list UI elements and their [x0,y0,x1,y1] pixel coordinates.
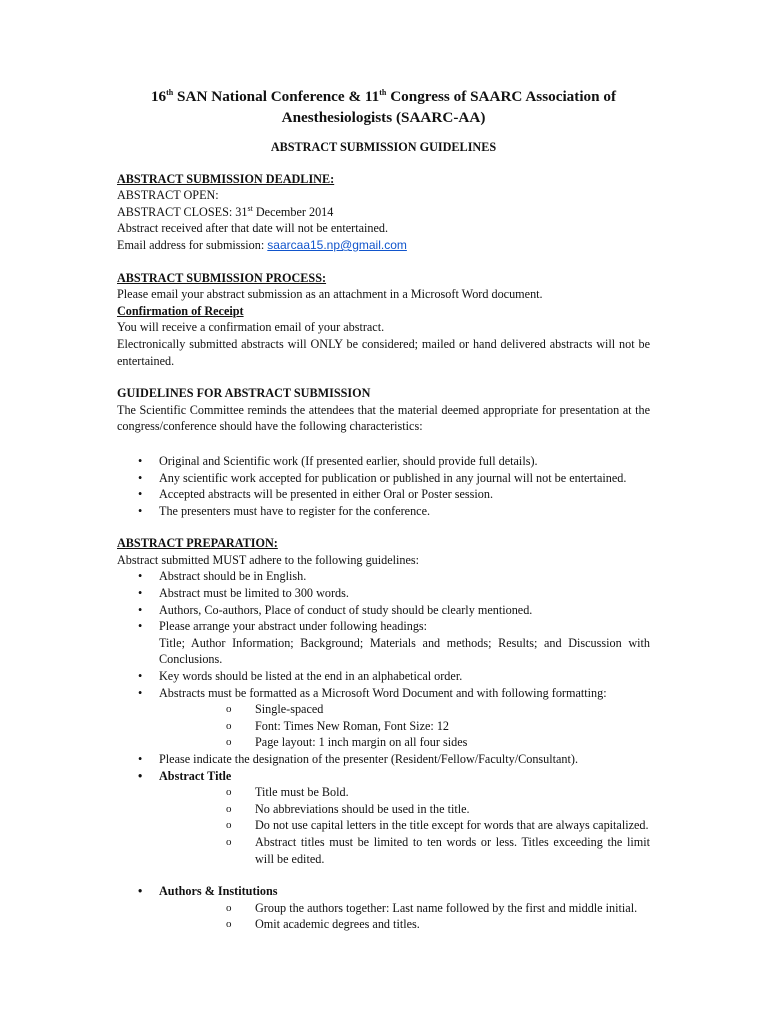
sub-list-item: o Single-spaced [117,701,650,718]
document-title: 16th SAN National Conference & 11th Congress of SAARC Association of Anesthesiologists (SAARC-AA) [150,87,617,126]
process-line-3: Electronically submitted abstracts will ONLY be considered; mailed or hand delivered abstracts will not be entertained. [117,336,650,368]
sub-list-item: o Title must be Bold. [117,784,650,801]
sub-list-item: o No abbreviations should be used in the title. [117,801,650,818]
sub-list-item: o Group the authors together: Last name followed by the first and middle initial. [117,900,650,917]
abstract-closes: ABSTRACT CLOSES: 31st December 2014 [117,203,334,219]
list-item: • The presenters must have to register for the conference. [117,503,650,520]
process-section [117,270,650,370]
email-line: Email address for submission: saarcaa15.np@gmail.com [117,237,407,252]
document-page [117,86,650,933]
sub-list-item: o Font: Times New Roman, Font Size: 12 [117,718,650,735]
headings-detail: Title; Author Information; Background; Materials and methods; Results; and Discussion with Conclusions. [159,635,650,667]
authors-heading: • Authors & Institutions [117,883,650,900]
sub-list-item: o Abstract titles must be limited to ten words or less. Titles exceeding the limit will be edited. [117,834,650,867]
guidelines-section [117,385,650,519]
guidelines-heading: GUIDELINES FOR ABSTRACT SUBMISSION [117,386,371,401]
authors-rules-list [117,900,650,933]
title-rules-list [117,784,650,867]
submission-email-link[interactable]: saarcaa15.np@gmail.com [267,237,407,252]
list-item: • Abstracts must be formatted as a Microsoft Word Document and with following formatting: [117,685,650,702]
format-list [117,701,650,751]
sub-list-item: o Omit academic degrees and titles. [117,916,650,933]
deadline-heading: ABSTRACT SUBMISSION DEADLINE: [117,171,335,186]
list-item: • Please arrange your abstract under following headings: Title; Author Information; Background; Materials and methods; Results; and Discussion with Conclusions. [117,618,650,668]
list-item: • Any scientific work accepted for publication or published in any journal will not be entertained. [117,470,650,487]
preparation-heading: ABSTRACT PREPARATION: [117,536,278,551]
process-line-2: You will receive a confirmation email of your abstract. [117,320,385,335]
process-line-1: Please email your abstract submission as an attachment in a Microsoft Word document. [117,287,543,302]
process-heading: ABSTRACT SUBMISSION PROCESS: [117,270,327,285]
list-item: • Accepted abstracts will be presented in either Oral or Poster session. [117,486,650,503]
guidelines-list [117,453,650,519]
abstract-open: ABSTRACT OPEN: [117,188,219,203]
receipt-heading: Confirmation of Receipt [117,303,244,318]
sub-list-item: o Do not use capital letters in the title except for words that are always capitalized. [117,817,650,834]
preparation-section [117,535,650,933]
list-item: • Authors, Co-authors, Place of conduct of study should be clearly mentioned. [117,602,650,619]
list-item: • Abstract should be in English. [117,568,650,585]
preparation-intro: Abstract submitted MUST adhere to the following guidelines: [117,552,420,567]
list-item: • Abstract must be limited to 300 words. [117,585,650,602]
document-subtitle: ABSTRACT SUBMISSION GUIDELINES [270,140,497,154]
list-item: • Original and Scientific work (If presented earlier, should provide full details). [117,453,650,470]
sub-list-item: o Page layout: 1 inch margin on all four sides [117,734,650,751]
abstract-title-heading: • Abstract Title [117,768,650,785]
list-item: • Please indicate the designation of the presenter (Resident/Fellow/Faculty/Consultant). [117,751,650,768]
guidelines-intro: The Scientific Committee reminds the attendees that the material deemed appropriate for presentation at the congress/conference should have the following characteristics: [117,402,650,434]
list-item: • Key words should be listed at the end in an alphabetical order. [117,668,650,685]
deadline-note: Abstract received after that date will not be entertained. [117,221,389,236]
preparation-list [117,568,650,701]
deadline-section [117,171,650,254]
